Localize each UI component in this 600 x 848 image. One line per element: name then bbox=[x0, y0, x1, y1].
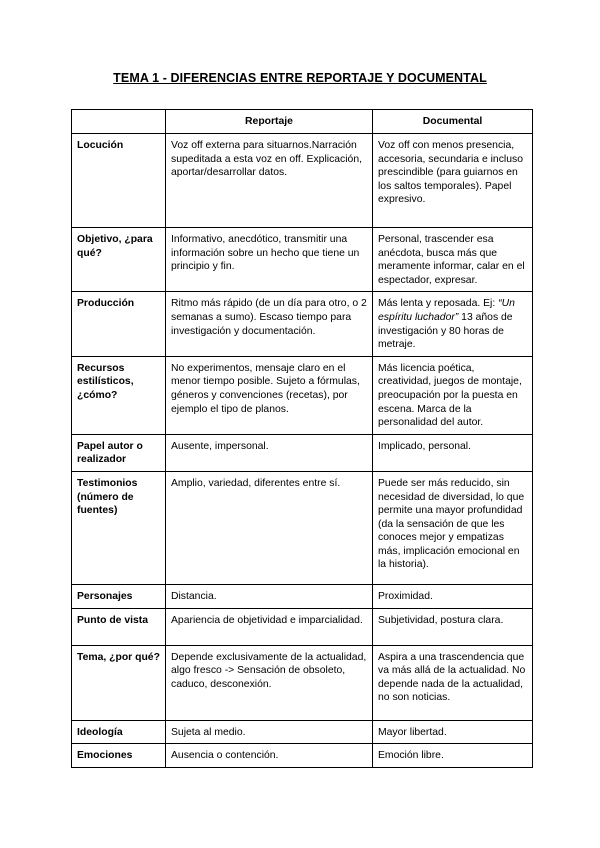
reportaje-cell: No experimentos, mensaje claro en el menor tiempo posible. Sujeto a fórmulas, géneros y convenciones (recetas), por ejemplo el tipo de planos. bbox=[166, 356, 373, 434]
row-label: Papel autor o realizador bbox=[72, 434, 166, 471]
table-row bbox=[72, 608, 533, 645]
documental-text-a: Más lenta y reposada. Ej: bbox=[378, 298, 499, 310]
header-empty-cell bbox=[72, 110, 166, 134]
documental-cell: Emoción libre. bbox=[373, 744, 533, 768]
table-row bbox=[72, 434, 533, 471]
table-row bbox=[72, 356, 533, 434]
documental-cell: Voz off con menos presencia, accesoria, secundaria e incluso prescindible (para guiarnos en los saltos temporales). Papel expresivo. bbox=[373, 134, 533, 228]
row-label: Testimonios (número de fuentes) bbox=[72, 471, 166, 584]
reportaje-cell: Sujeta al medio. bbox=[166, 720, 373, 744]
table-row bbox=[72, 471, 533, 584]
documental-film-title: “Un espíritu luchador” bbox=[378, 298, 515, 323]
reportaje-cell: Ausencia o contención. bbox=[166, 744, 373, 768]
row-label: Ideología bbox=[72, 720, 166, 744]
documental-cell bbox=[373, 292, 533, 356]
documental-cell: Personal, trascender esa anécdota, busca más que meramente informar, calar en el espectador, expresar. bbox=[373, 228, 533, 292]
row-label: Tema, ¿por qué? bbox=[72, 645, 166, 720]
reportaje-cell: Ritmo más rápido (de un día para otro, o 2 semanas a sumo). Escaso tiempo para investigación y documentación. bbox=[166, 292, 373, 356]
row-label: Emociones bbox=[72, 744, 166, 768]
row-label: Recursos estilísticos, ¿cómo? bbox=[72, 356, 166, 434]
row-label: Personajes bbox=[72, 584, 166, 608]
documental-text-c: 13 años de investigación y 80 horas de metraje. bbox=[378, 311, 513, 351]
table-row bbox=[72, 134, 533, 228]
reportaje-cell: Voz off externa para situarnos.Narración supeditada a esta voz en off. Explicación, aportar/desarrollar datos. bbox=[166, 134, 373, 228]
documental-cell: Aspira a una trascendencia que va más allá de la actualidad. No depende nada de la actualidad, no son noticias. bbox=[373, 645, 533, 720]
table-row bbox=[72, 645, 533, 720]
row-label: Producción bbox=[72, 292, 166, 356]
documental-cell: Proximidad. bbox=[373, 584, 533, 608]
table-row bbox=[72, 744, 533, 768]
table-row bbox=[72, 720, 533, 744]
documental-cell: Puede ser más reducido, sin necesidad de diversidad, lo que permite una mayor profundidad (da la sensación de que les conoces mejor y empatizas más, implicación emocional en la historia). bbox=[373, 471, 533, 584]
table-row bbox=[72, 292, 533, 356]
table-row bbox=[72, 228, 533, 292]
comparison-table bbox=[71, 109, 533, 768]
table-header-row bbox=[72, 110, 533, 134]
documental-cell: Más licencia poética, creatividad, juegos de montaje, preocupación por la puesta en escena. Marca de la personalidad del autor. bbox=[373, 356, 533, 434]
table-row bbox=[72, 584, 533, 608]
row-label: Locución bbox=[72, 134, 166, 228]
page-title: TEMA 1 - DIFERENCIAS ENTRE REPORTAJE Y DOCUMENTAL bbox=[113, 71, 487, 85]
documental-cell: Subjetividad, postura clara. bbox=[373, 608, 533, 645]
reportaje-cell: Amplio, variedad, diferentes entre sí. bbox=[166, 471, 373, 584]
row-label: Punto de vista bbox=[72, 608, 166, 645]
row-label: Objetivo, ¿para qué? bbox=[72, 228, 166, 292]
reportaje-cell: Depende exclusivamente de la actualidad, algo fresco -> Sensación de obsoleto, caduco, desconexión. bbox=[166, 645, 373, 720]
reportaje-cell: Informativo, anecdótico, transmitir una información sobre un hecho que tiene un principio y fin. bbox=[166, 228, 373, 292]
reportaje-cell: Distancia. bbox=[166, 584, 373, 608]
reportaje-cell: Apariencia de objetividad e imparcialidad. bbox=[166, 608, 373, 645]
header-reportaje: Reportaje bbox=[166, 110, 373, 134]
reportaje-cell: Ausente, impersonal. bbox=[166, 434, 373, 471]
header-documental: Documental bbox=[373, 110, 533, 134]
documental-cell: Implicado, personal. bbox=[373, 434, 533, 471]
documental-cell: Mayor libertad. bbox=[373, 720, 533, 744]
